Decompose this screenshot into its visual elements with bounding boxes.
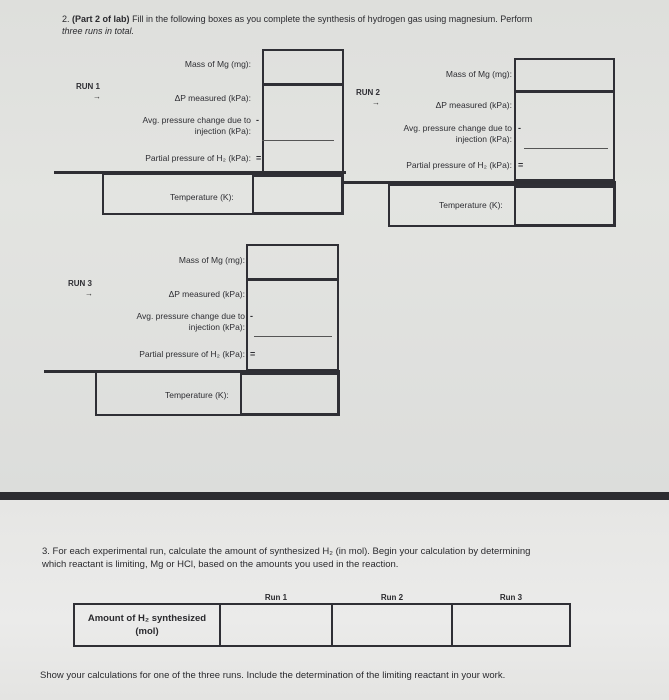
- run-1-temperature-input-box[interactable]: [252, 175, 343, 214]
- run-1-dp-label: ΔP measured (kPa):: [174, 93, 251, 103]
- run-1-separator-rule: [54, 171, 346, 174]
- run-3-partial-label: Partial pressure of H₂ (kPa):: [139, 349, 245, 359]
- run-3-label: RUN 3: [68, 279, 93, 288]
- run-1-label: RUN 1: [76, 82, 101, 91]
- run-1-mass-input-box[interactable]: [262, 49, 344, 85]
- run-3-mass-input-box[interactable]: [246, 244, 339, 280]
- run-2-mass-input-box[interactable]: [514, 58, 615, 92]
- run-1-temperature-label: Temperature (K):: [170, 192, 234, 202]
- amount-table-header-row: [74, 592, 570, 604]
- run-3-mass-label: Mass of Mg (mg):: [178, 255, 245, 265]
- question-2-text: 2. (Part 2 of lab) Fill in the following boxes as you complete the synthesis of hydrogen gas using magnesium. Perform three runs in total.: [62, 14, 533, 36]
- amount-table-col-run-1: Run 1: [264, 593, 288, 602]
- run-2-arrow-icon: →: [372, 98, 380, 107]
- run-1-minus-sign: -: [256, 115, 259, 125]
- footer-instruction: Show your calculations for one of the three runs. Include the determination of the limiting reactant in your work.: [40, 670, 506, 681]
- amount-run-1-cell[interactable]: [220, 604, 332, 646]
- run-2-partial-label: Partial pressure of H₂ (kPa):: [406, 160, 512, 170]
- run-2-avg-entry-line[interactable]: [524, 148, 608, 149]
- run-3-minus-sign: -: [250, 311, 253, 321]
- run-1-arrow-icon: →: [93, 92, 101, 101]
- run-3-avg-entry-line[interactable]: [254, 336, 332, 337]
- run-2-mass-label: Mass of Mg (mg):: [445, 69, 512, 79]
- run-2-temperature-label: Temperature (K):: [439, 200, 503, 210]
- run-2-avg-label: Avg. pressure change due to injection (kPa):: [403, 123, 512, 144]
- amount-run-2-cell[interactable]: [332, 604, 452, 646]
- amount-table-col-run-2: Run 2: [380, 593, 404, 602]
- run-1-dp-input-box[interactable]: [262, 84, 344, 174]
- run-2-dp-input-box[interactable]: [514, 91, 615, 181]
- run-3-avg-label: Avg. pressure change due to injection (kPa):: [136, 311, 245, 332]
- amount-label-line-2: (mol): [135, 626, 159, 637]
- section-divider: [0, 492, 669, 500]
- run-1-equals-sign: =: [256, 153, 262, 163]
- run-1-avg-entry-line[interactable]: [262, 140, 334, 141]
- amount-table-row-label: [74, 604, 220, 646]
- run-2-dp-label: ΔP measured (kPa):: [435, 100, 512, 110]
- amount-label-line-1: Amount of H₂ synthesized: [87, 613, 207, 624]
- run-2-separator-rule: [344, 181, 616, 184]
- run-2-label: RUN 2: [356, 88, 381, 97]
- run-3-equals-sign: =: [250, 349, 256, 359]
- run-3-temperature-label: Temperature (K):: [165, 390, 229, 400]
- run-1-partial-label: Partial pressure of H₂ (kPa):: [145, 153, 251, 163]
- run-3-dp-label: ΔP measured (kPa):: [168, 289, 245, 299]
- run-3-temperature-input-box[interactable]: [240, 373, 339, 415]
- amount-run-3-cell[interactable]: [452, 604, 570, 646]
- run-2-minus-sign: -: [518, 123, 521, 133]
- amount-table-row: [74, 604, 570, 646]
- amount-table-col-run-3: Run 3: [499, 593, 523, 602]
- question-3-text: 3. For each experimental run, calculate the amount of synthesized H₂ (in mol). Begin your calculation by determining which reactant is limiting, Mg or HCl, based on the amounts you used in the reaction.: [42, 546, 531, 570]
- amount-table-corner: [74, 592, 220, 604]
- run-3-dp-input-box[interactable]: [246, 279, 339, 371]
- run-1-mass-label: Mass of Mg (mg):: [184, 59, 251, 69]
- amount-h2-table: [73, 592, 571, 647]
- run-2-equals-sign: =: [518, 160, 524, 170]
- run-3-arrow-icon: →: [85, 289, 93, 298]
- run-2-temperature-input-box[interactable]: [514, 186, 615, 226]
- run-1-avg-label: Avg. pressure change due to injection (kPa):: [142, 115, 251, 136]
